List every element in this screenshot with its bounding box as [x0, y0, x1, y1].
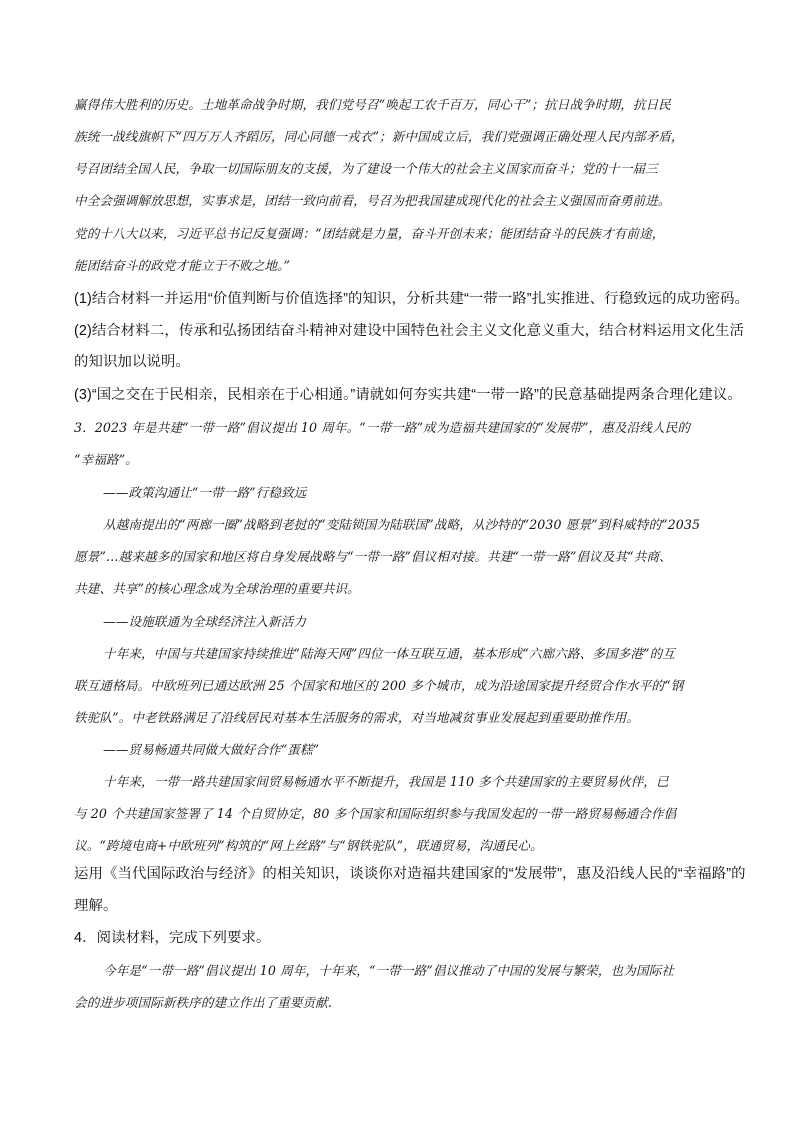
material-text-line: 与 20 个共建国家签署了 14 个自贸协定，80 多个国家和国际组织参与我国发起的一带一路贸易畅通合作倡 [74, 806, 677, 821]
question-item-2: (2)结合材料二，传承和弘扬团结奋斗精神对建设中国特色社会主义文化意义重大，结合材料运用文化生活 [74, 323, 744, 339]
question-item-1: (1)结合材料一并运用“价值判断与价值选择”的知识，分析共建“一带一路”扎实推进、行稳致远的成功密码。 [74, 291, 750, 307]
material-text-line: 能团结奋斗的政党才能立于不败之地。” [74, 258, 291, 273]
section-subtitle: ——设施联通为全球经济注入新活力 [103, 614, 307, 629]
material-text-line: 中全会强调解放思想，实事求是，团结一致向前看，号召为把我国建成现代化的社会主义强国而奋勇前进。 [74, 193, 671, 208]
material-text-line: 十年来，一带一路共建国家间贸易畅通水平不断提升，我国是 110 多个共建国家的主要贸易伙伴，已 [103, 774, 669, 789]
question-4-heading: 4．阅读材料，完成下列要求。 [74, 930, 271, 946]
material-text-line: 议。“跨境电商+中欧班列”构筑的“网上丝路”与“钢铁驼队”，联通贸易，沟通民心。 [74, 838, 543, 853]
material-text-line: 愿景”…越来越多的国家和地区将自身发展战略与“一带一路”倡议相对接。共建“一带一路”倡议及其“共商、 [74, 549, 672, 564]
question-3-heading: 3．2023 年是共建“一带一路”倡议提出 10 周年。“一带一路”成为造福共建国家的“发展带”，惠及沿线人民的 [74, 420, 691, 435]
material-text-line: 今年是“一带一路”倡议提出 10 周年，十年来，“一带一路”倡议推动了中国的发展与繁荣，也为国际社 [103, 963, 675, 978]
material-text-line: 会的进步项国际新秩序的建立作出了重要贡献. [74, 995, 332, 1010]
question-item-2-continued: 的知识加以说明。 [74, 354, 190, 370]
question-item-3: (3)“国之交在于民相亲，民相亲在于心相通。”请就如何夯实共建“一带一路”的民意基础提两条合理化建议。 [74, 387, 742, 403]
question-prompt-continued: 理解。 [74, 898, 118, 914]
material-text-line: 十年来，中国与共建国家持续推进“陆海天网”四位一体互联互通，基本形成“六廊六路、多国多港”的互 [103, 646, 675, 661]
material-text-line: 铁驼队”。中老铁路满足了沿线居民对基本生活服务的需求，对当地减贫事业发展起到重要助推作用。 [74, 710, 640, 725]
material-text-line: 赢得伟大胜利的历史。土地革命战争时期，我们党号召“唤起工农千百万，同心干”；抗日战争时期，抗日民 [74, 97, 671, 112]
section-subtitle: ——贸易畅通共同做大做好合作“蛋糕” [103, 742, 320, 757]
material-text-line: 族统一战线旗帜下“四万万人齐蹈厉，同心同德一戎衣”；新中国成立后，我们党强调正确处理人民内部矛盾， [74, 129, 684, 144]
material-text-line: 号召团结全国人民，争取一切国际朋友的支援，为了建设一个伟大的社会主义国家而奋斗；党的十一届三 [74, 161, 658, 176]
question-3-heading-continued: “幸福路”。 [74, 452, 138, 467]
question-prompt: 运用《当代国际政治与经济》的相关知识，谈谈你对造福共建国家的“发展带”，惠及沿线人民的“幸福路”的 [74, 866, 746, 882]
material-text-line: 联互通格局。中欧班列已通达欧洲 25 个国家和地区的 200 多个城市，成为沿途国家提升经贸合作水平的“钢 [74, 678, 684, 693]
section-subtitle: ——政策沟通让“一带一路”行稳致远 [103, 485, 307, 500]
material-text-line: 从越南提出的“两廊一圈”战略到老挝的“变陆锁国为陆联国”战略，从沙特的“2030 愿景”到科威特的“2035 [103, 517, 701, 532]
material-text-line: 共建、共享”的核心理念成为全球治理的重要共识。 [74, 581, 360, 596]
material-text-line: 党的十八大以来，习近平总书记反复强调：“团结就是力量，奋斗开创未来；能团结奋斗的民族才有前途， [74, 226, 665, 241]
